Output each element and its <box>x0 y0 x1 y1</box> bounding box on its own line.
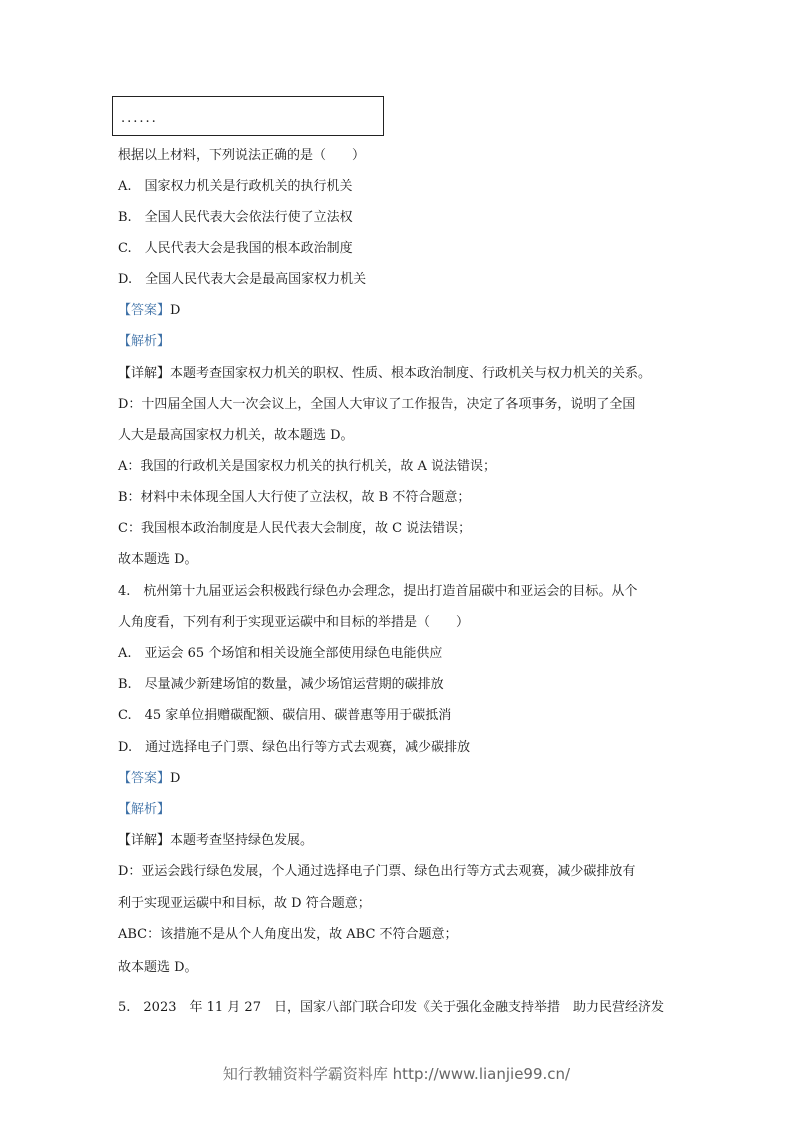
q4-option-a: A. 亚运会 65 个场馆和相关设施全部使用绿色电能供应 <box>118 646 443 661</box>
q4-line-4: 故本题选 D。 <box>118 960 198 975</box>
q4-option-b: B. 尽量减少新建场馆的数量，减少场馆运营期的碳排放 <box>118 677 444 692</box>
q4-line-2: 利于实现亚运碳中和目标，故 D 符合题意； <box>118 896 371 911</box>
q3-line-5: C：我国根本政治制度是人民代表大会制度，故 C 说法错误； <box>118 521 472 536</box>
q3-analysis-tag: 【解析】 <box>118 334 171 349</box>
q3-line-1: D：十四届全国人大一次会议上，全国人大审议了工作报告，决定了各项事务，说明了全国 <box>118 397 636 412</box>
q4-line-3: ABC：该措施不是从个人角度出发，故 ABC 不符合题意； <box>118 927 458 942</box>
q3-line-4: B：材料中未体现全国人大行使了立法权，故 B 不符合题意； <box>118 490 471 505</box>
q4-option-d: D. 通过选择电子门票、绿色出行等方式去观赛，减少碳排放 <box>118 740 471 755</box>
q3-line-3: A：我国的行政机关是国家权力机关的执行机关，故 A 说法错误； <box>118 459 497 474</box>
q4-stem-line-2: 人角度看，下列有利于实现亚运碳中和目标的举措是（ ） <box>118 615 470 630</box>
q3-line-2: 人大是最高国家权力机关，故本题选 D。 <box>118 428 354 443</box>
answer-tag: 【答案】 <box>118 771 171 786</box>
q5-stem: 5. 2023 年 11 月 27 日，国家八部门联合印发《关于强化金融支持举措 助力民营经济发 <box>118 1000 664 1015</box>
q4-stem-line-1: 4. 杭州第十九届亚运会积极践行绿色办会理念，提出打造首届碳中和亚运会的目标。从个 <box>118 584 638 599</box>
material-excerpt-box: ...... <box>112 96 384 136</box>
q3-answer <box>118 303 180 319</box>
detail-text: 本题考查坚持绿色发展。 <box>170 833 314 848</box>
q4-detail <box>118 833 313 849</box>
answer-tag: 【答案】 <box>118 303 171 318</box>
answer-value: D <box>170 771 181 786</box>
q3-stem: 根据以上材料，下列说法正确的是（ ） <box>118 148 366 163</box>
q3-option-b: B. 全国人民代表大会依法行使了立法权 <box>118 210 353 225</box>
q3-option-c: C. 人民代表大会是我国的根本政治制度 <box>118 241 353 256</box>
footer-watermark: 知行教辅资料学霸资料库 http://www.lianjie99.cn/ <box>222 1065 571 1083</box>
q4-line-1: D：亚运会践行绿色发展，个人通过选择电子门票、绿色出行等方式去观赛，减少碳排放有 <box>118 864 636 879</box>
q4-analysis-tag: 【解析】 <box>118 802 171 817</box>
q3-option-a: A. 国家权力机关是行政机关的执行机关 <box>118 179 353 194</box>
q3-option-d: D. 全国人民代表大会是最高国家权力机关 <box>118 272 367 287</box>
q3-detail <box>118 366 651 382</box>
detail-tag: 【详解】 <box>118 366 171 381</box>
detail-text: 本题考查国家权力机关的职权、性质、根本政治制度、行政机关与权力机关的关系。 <box>170 366 652 381</box>
detail-tag: 【详解】 <box>118 833 171 848</box>
q3-line-6: 故本题选 D。 <box>118 552 198 567</box>
q4-answer <box>118 771 180 787</box>
q4-option-c: C. 45 家单位捐赠碳配额、碳信用、碳普惠等用于碳抵消 <box>118 708 452 723</box>
answer-value: D <box>170 303 181 318</box>
